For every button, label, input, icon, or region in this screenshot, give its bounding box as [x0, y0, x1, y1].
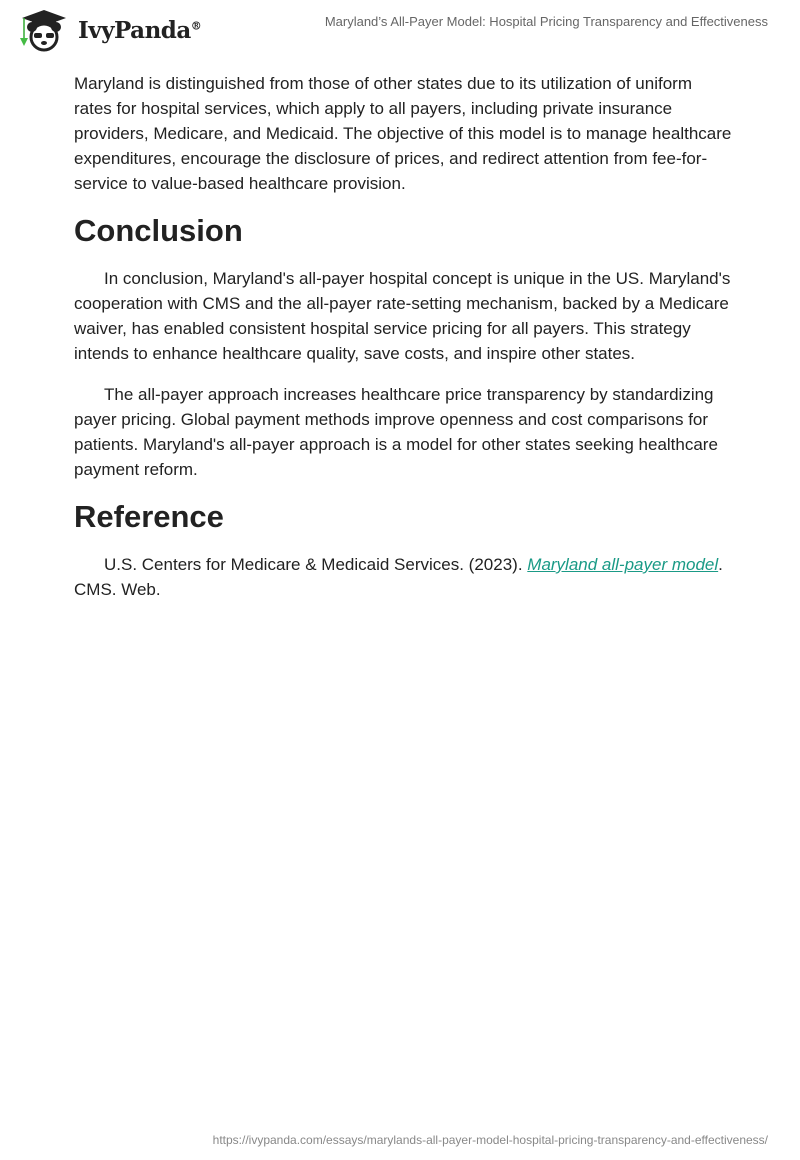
footer-url[interactable]: https://ivypanda.com/essays/marylands-all-payer-model-hospital-pricing-transparency-and-effectiveness/	[212, 1133, 768, 1147]
brand-name	[78, 17, 201, 44]
reference-heading: Reference	[74, 499, 224, 534]
conclusion-heading: Conclusion	[74, 213, 243, 248]
reference-link[interactable]: Maryland all-payer model	[527, 555, 719, 574]
document-title: Maryland’s All-Payer Model: Hospital Pricing Transparency and Effectiveness	[324, 14, 768, 29]
panda-logo-icon	[16, 8, 72, 52]
essay-content	[74, 71, 734, 618]
reference-prefix: U.S. Centers for Medicare & Medicaid Services. (2023).	[104, 555, 528, 574]
reference-suffix: . CMS. Web.	[74, 555, 723, 599]
conclusion-paragraph-1: In conclusion, Maryland's all-payer hospital concept is unique in the US. Maryland's cooperation with CMS and the all-payer rate-setting mechanism, backed by a Medicare waiver, has enabled consistent hospital service pricing for all payers. This strategy intends to enhance healthcare quality, save costs, and inspire other states.	[74, 269, 731, 363]
conclusion-paragraph-2: The all-payer approach increases healthcare price transparency by standardizing payer pricing. Global payment methods improve openness and cost comparisons for patients. Maryland's all-payer approach is a model for other states seeking healthcare payment reform.	[74, 385, 718, 479]
logo[interactable]	[16, 8, 201, 52]
reference-entry	[74, 552, 734, 602]
brand-text: IvyPanda	[78, 16, 191, 44]
intro-paragraph: Maryland is distinguished from those of other states due to its utilization of uniform rates for hospital services, which apply to all payers, including private insurance providers, Medicare, and Medicaid. The objective of this model is to manage healthcare expenditures, encourage the disclosure of prices, and redirect attention from fee-for-service to value-based healthcare provision.	[74, 74, 732, 193]
registered-mark: ®	[190, 18, 202, 32]
